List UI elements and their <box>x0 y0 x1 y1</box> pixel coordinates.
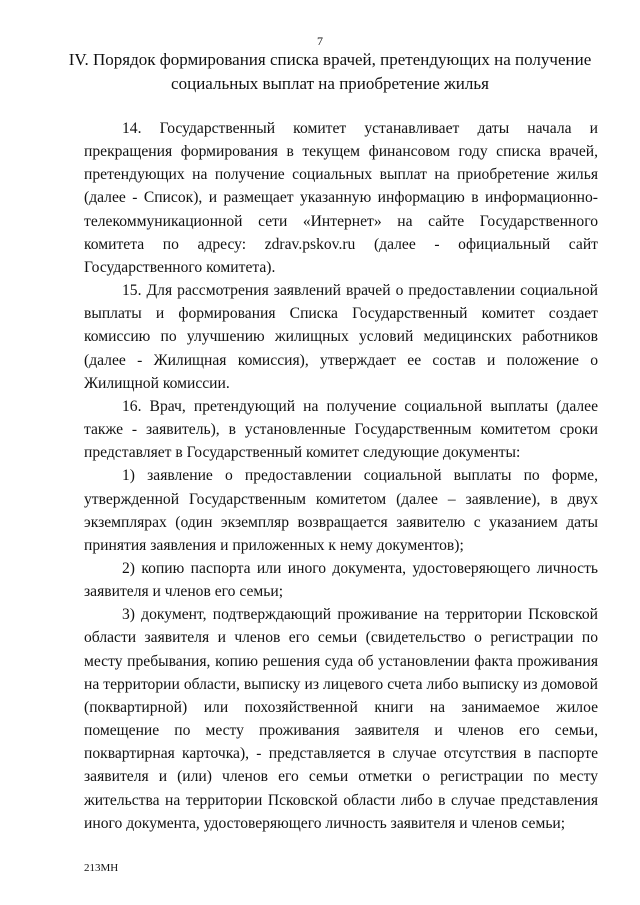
paragraph-14: 14. Государственный комитет устанавливает даты начала и прекращения формирования в текущем финансовом году списка врачей, претендующих на получение социальных выплат на приобретение жилья (далее - Список), и размещает указанную информацию в информационно-телекоммуникационной сети «Интернет» на сайте Государственного комитета по адресу: zdrav.pskov.ru (далее - официальный сайт Государственного комитета). <box>84 120 598 276</box>
section-heading-line-2: социальных выплат на приобретение жилья <box>171 74 489 93</box>
document-code: 213МН <box>84 862 119 874</box>
list-item-3: 3) документ, подтверждающий проживание на территории Псковской области заявителя и членов его семьи (свидетельство о регистрации по месту пребывания, копию решения суда об установлении факта проживания на территории области, выписку из лицевого счета либо выписку из домовой (поквартирной) или похозяйственной книги на занимаемое жилое помещение по месту проживания заявителя и членов его семьи, поквартирная карточка), - представляется в случае отсутствия в паспорте заявителя и (или) членов его семьи отметки о регистрации по месту жительства на территории Псковской области либо в случае представления иного документа, удостоверяющего личность заявителя и членов семьи; <box>84 606 598 832</box>
paragraph-15: 15. Для рассмотрения заявлений врачей о предоставлении социальной выплаты и формирования Списка Государственный комитет создает комиссию по улучшению жилищных условий медицинских работников (далее - Жилищная комиссия), утверждает ее состав и положение о Жилищной комиссии. <box>84 282 598 392</box>
section-heading <box>60 48 600 96</box>
paragraph-16: 16. Врач, претендующий на получение социальной выплаты (далее также - заявитель), в установленные Государственным комитетом сроки представляет в Государственный комитет следующие документы: <box>84 397 598 462</box>
document-body <box>84 117 598 835</box>
list-item-1: 1) заявление о предоставлении социальной выплаты по форме, утвержденной Государственным комитетом (далее – заявление), в двух экземплярах (один экземпляр возвращается заявителю с указанием даты принятия заявления и приложенных к нему документов); <box>84 467 598 554</box>
section-heading-line-1: IV. Порядок формирования списка врачей, претендующих на получение <box>68 50 592 69</box>
page-number: 7 <box>317 34 323 48</box>
list-item-2: 2) копию паспорта или иного документа, удостоверяющего личность заявителя и членов его семьи; <box>84 559 598 601</box>
